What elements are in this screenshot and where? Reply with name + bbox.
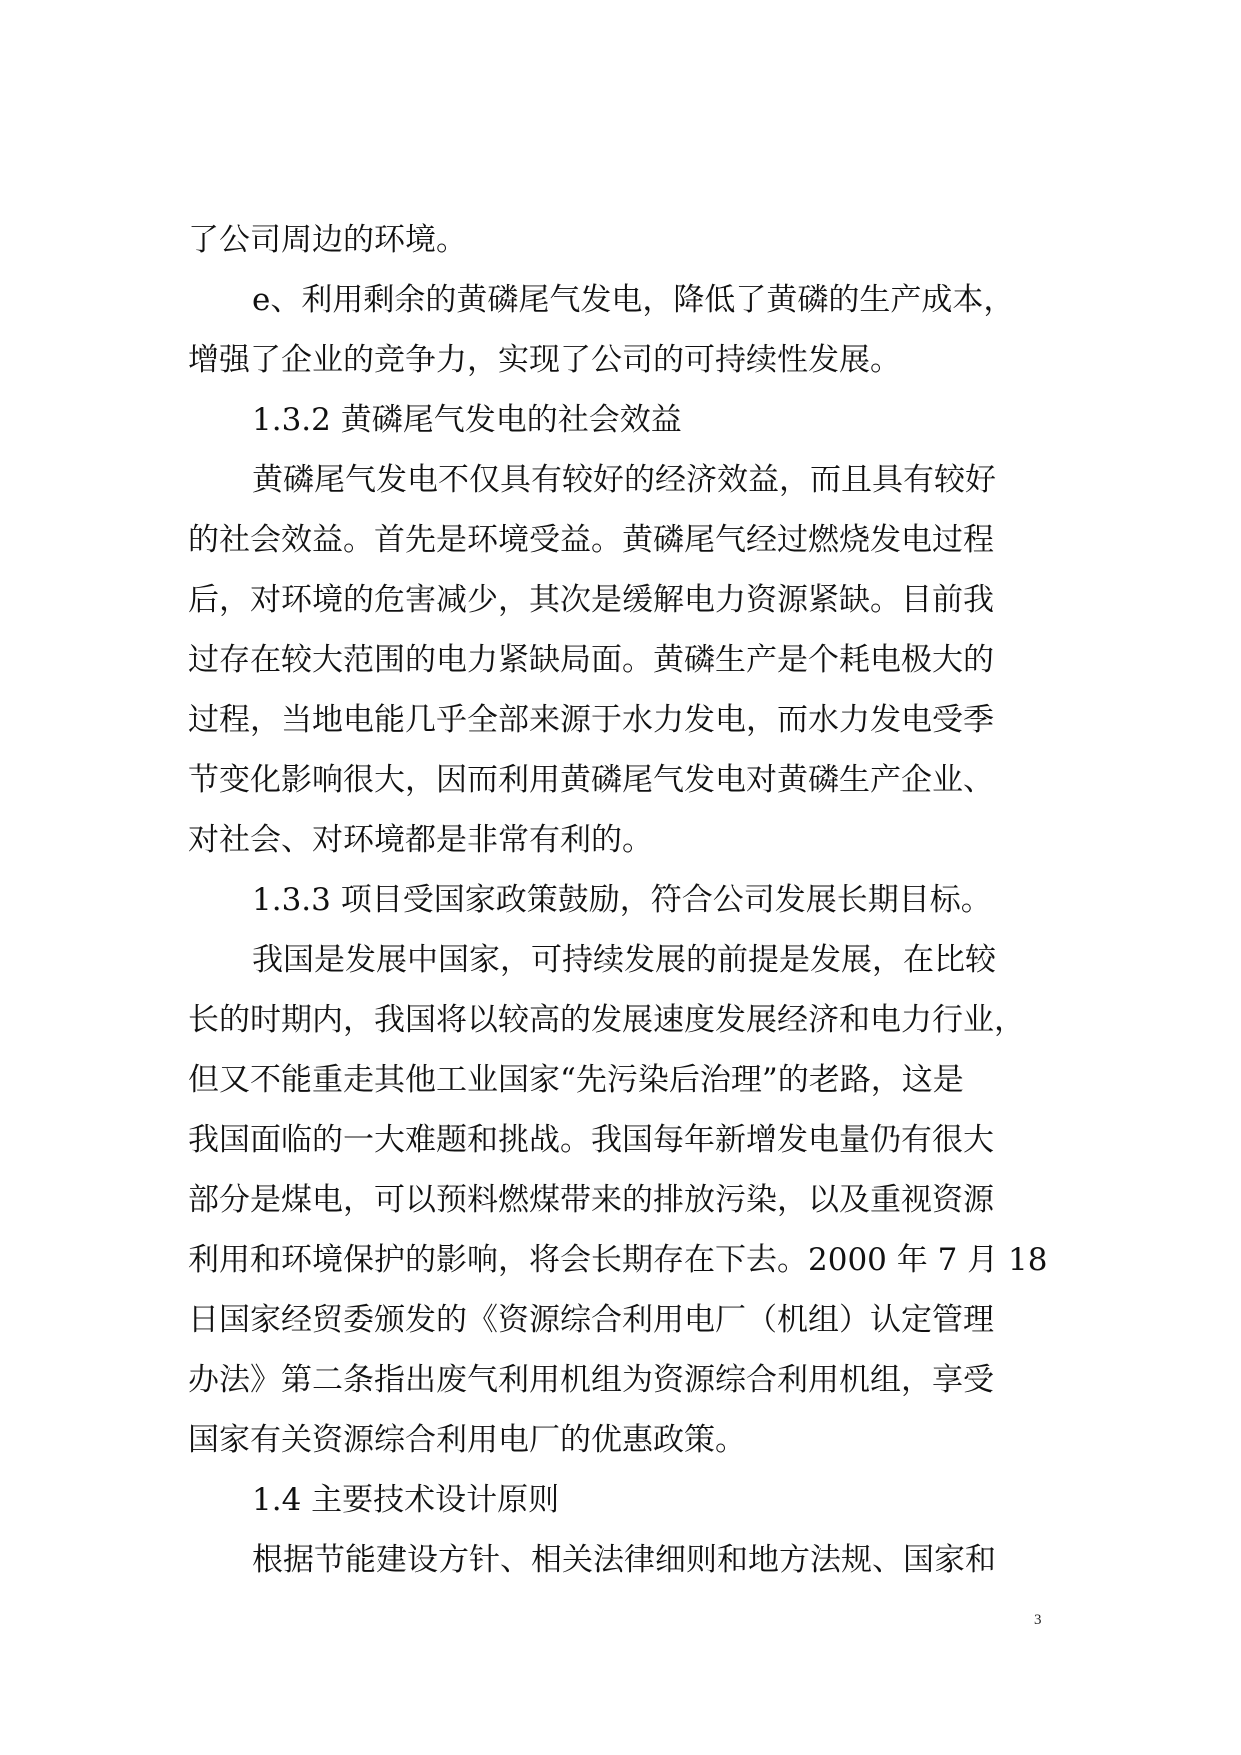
text-line: 部分是煤电，可以预料燃煤带来的排放污染，以及重视资源 (188, 1182, 994, 1218)
section-heading-1-4: 1.4 主要技术设计原则 (252, 1482, 560, 1518)
text-line: 我国面临的一大难题和挑战。我国每年新增发电量仍有很大 (188, 1122, 994, 1158)
section-heading-1-3-2: 1.3.2 黄磷尾气发电的社会效益 (252, 402, 682, 438)
text-line: 过程，当地电能几乎全部来源于水力发电，而水力发电受季 (188, 702, 994, 738)
text-line: 增强了企业的竞争力，实现了公司的可持续性发展。 (188, 342, 901, 378)
text-line: 但又不能重走其他工业国家“先污染后治理”的老路，这是 (188, 1062, 964, 1098)
document-body (188, 210, 1054, 1590)
page-number: 3 (1034, 1612, 1042, 1628)
text-line: 后，对环境的危害减少，其次是缓解电力资源紧缺。目前我 (188, 582, 994, 618)
text-line: 国家有关资源综合利用电厂的优惠政策。 (188, 1422, 746, 1458)
text-line: 过存在较大范围的电力紧缺局面。黄磷生产是个耗电极大的 (188, 642, 994, 678)
text-line: 办法》第二条指出废气利用机组为资源综合利用机组，享受 (188, 1362, 994, 1398)
text-line: 对社会、对环境都是非常有利的。 (188, 822, 653, 858)
paragraph-start-line: e、利用剩余的黄磷尾气发电，降低了黄磷的生产成本， (252, 282, 1015, 318)
text-line: 了公司周边的环境。 (188, 222, 467, 258)
text-line: 的社会效益。首先是环境受益。黄磷尾气经过燃烧发电过程 (188, 522, 994, 558)
text-line: 节变化影响很大，因而利用黄磷尾气发电对黄磷生产企业、 (188, 762, 994, 798)
text-line: 长的时期内，我国将以较高的发展速度发展经济和电力行业， (188, 1002, 1025, 1038)
paragraph-start-line: 我国是发展中国家，可持续发展的前提是发展，在比较 (252, 942, 996, 978)
text-line: 日国家经贸委颁发的《资源综合利用电厂（机组）认定管理 (188, 1302, 994, 1338)
section-heading-1-3-3: 1.3.3 项目受国家政策鼓励，符合公司发展长期目标。 (252, 882, 992, 918)
paragraph-start-line: 根据节能建设方针、相关法律细则和地方法规、国家和 (252, 1542, 996, 1578)
text-line: 利用和环境保护的影响，将会长期存在下去。2000 年 7 月 18 (188, 1242, 1048, 1278)
paragraph-start-line: 黄磷尾气发电不仅具有较好的经济效益，而且具有较好 (252, 462, 996, 498)
